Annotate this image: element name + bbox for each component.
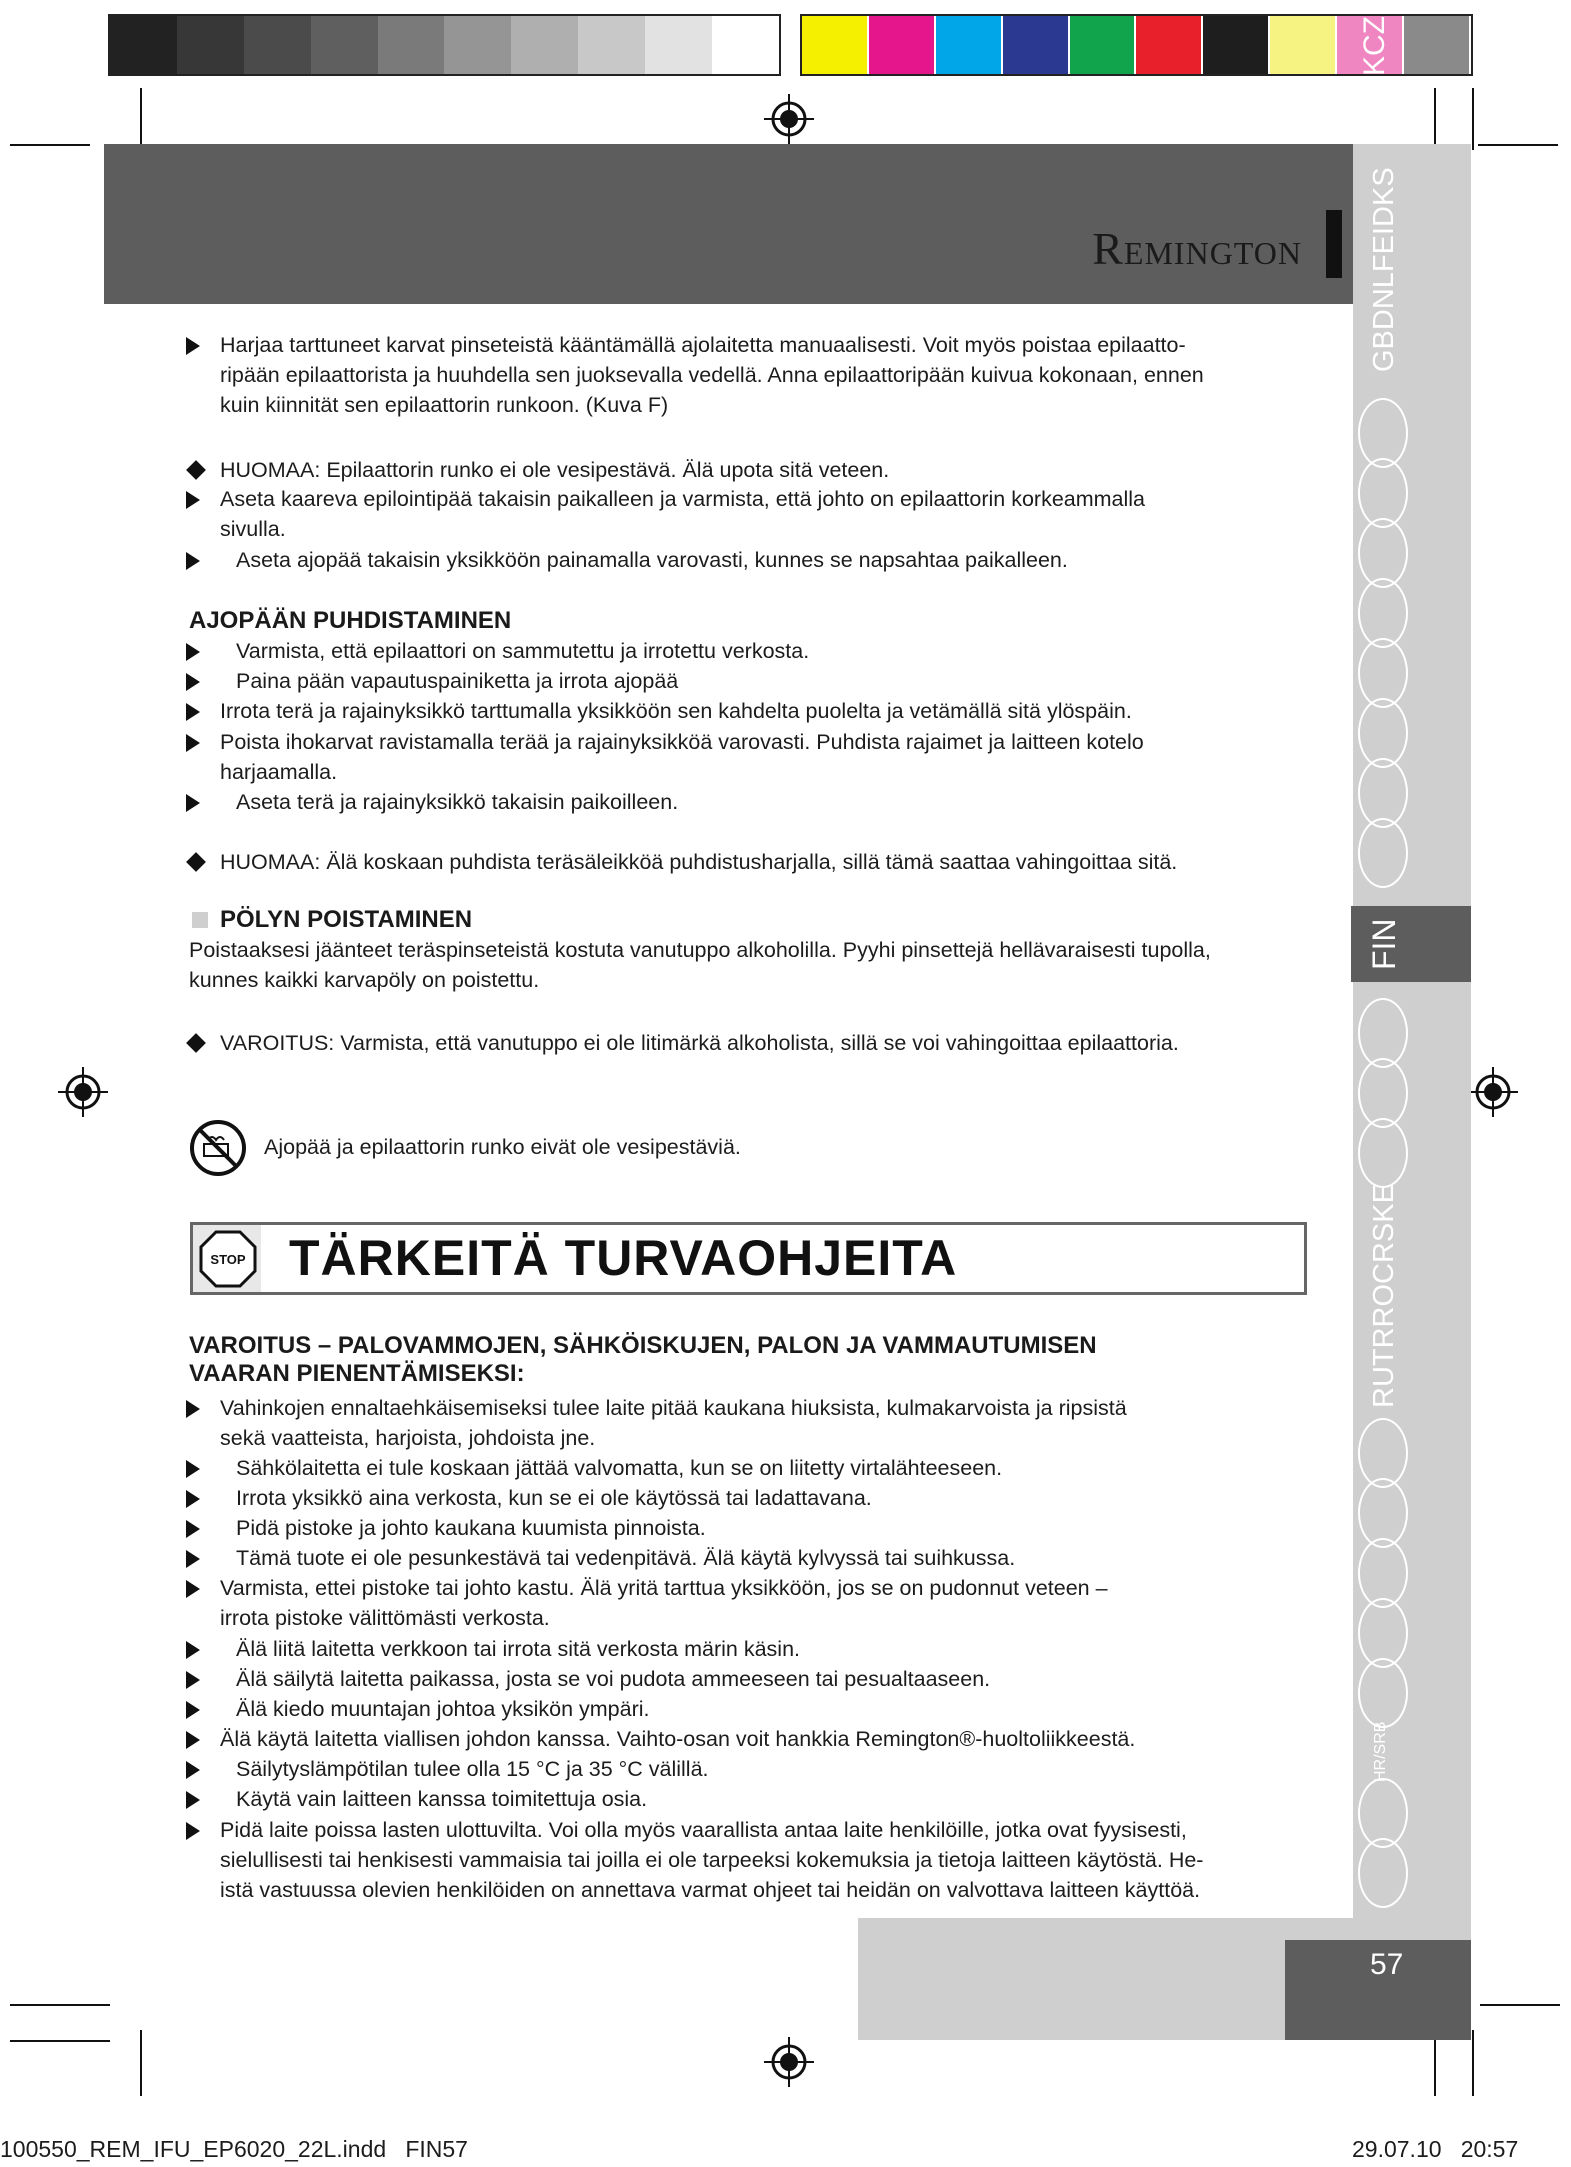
crop-mark [10, 144, 90, 146]
color-swatch [645, 16, 712, 74]
bullet-arrow-icon [186, 337, 200, 355]
bullet-arrow-icon [186, 794, 200, 812]
safety-title-box [190, 1222, 1307, 1295]
paragraph: Poistaaksesi jäänteet teräspinseteistä kostuta vanutuppo alkoholilla. Pyyhi pinsettejä hellävaraisesti tupolla, kunnes kaikki karvapöly on poistettu. [189, 938, 1211, 992]
slug-timestamp: 29.07.10 20:57 [1352, 2136, 1519, 2162]
language-tab-circle [1358, 1838, 1408, 1908]
safety-item: Sähkölaitetta ei tule koskaan jättää valvomatta, kun se on liitetty virtalähteeseen. [186, 1453, 1311, 1483]
instruction-item: Aseta ajopää takaisin yksikköön painamalla varovasti, kunnes se napsahtaa paikalleen. [186, 545, 1311, 575]
note: HUOMAA: Älä koskaan puhdista teräsäleikköä puhdistusharjalla, sillä tämä saattaa vahingoittaa sitä. [186, 847, 1311, 877]
active-language-label: FIN [1366, 918, 1402, 970]
color-swatch [712, 16, 779, 74]
safety-item: Pidä laite poissa lasten ulottuvilta. Voi olla myös vaarallista antaa laite henkilöille, jotka ovat fyysisesti, sielullisesti tai henkisesti vammaisia tai joilla ei ole tarpeeksi kokemuksia ja tietoja laitteen käytöstä. He- istä vastuussa olevien henkilöiden on annettava varmat ohjeet tai heidän on valvottava laitteen käyttöä. [186, 1815, 1316, 1905]
language-tab-circle [1358, 818, 1408, 888]
bullet-arrow-icon [186, 1520, 200, 1538]
registration-mark-icon [1468, 1067, 1518, 1117]
crop-mark [140, 2030, 142, 2096]
color-swatch [378, 16, 445, 74]
color-swatch [1003, 16, 1070, 74]
crop-mark [10, 2004, 110, 2006]
color-swatch [1136, 16, 1203, 74]
brand-logo-bar [1326, 210, 1342, 278]
color-swatch [1270, 16, 1337, 74]
bullet-arrow-icon [186, 1400, 200, 1418]
bullet-arrow-icon [186, 1580, 200, 1598]
bullet-arrow-icon [186, 643, 200, 661]
color-swatch [1070, 16, 1137, 74]
instruction-item: Varmista, että epilaattori on sammutettu ja irrotettu verkosta. [186, 636, 1311, 666]
instruction-item: Irrota terä ja rajainyksikkö tarttumalla yksikköön sen kahdelta puolelta ja vetämällä sitä ylöspäin. [186, 696, 1311, 726]
color-swatch [936, 16, 1003, 74]
warning-note: VAROITUS: Varmista, että vanutuppo ei ole litimärkä alkoholista, sillä se voi vahingoittaa epilaattoria. [186, 1028, 1311, 1058]
safety-item: Älä käytä laitetta viallisen johdon kanssa. Vaihto-osan voit hankkia Remington®-huoltoliikkeestä. [186, 1724, 1311, 1754]
color-swatch [1404, 16, 1471, 74]
header-band [104, 144, 1354, 304]
instruction-item: Aseta kaareva epilointipää takaisin paikalleen ja varmista, että johto on epilaattorin korkeammalla sivulla. [186, 484, 1311, 544]
language-tab-label-lower: RUTRROCRSKE [1368, 1184, 1400, 1408]
crop-mark [1480, 2004, 1560, 2006]
color-swatch [244, 16, 311, 74]
safety-item: Älä säilytä laitetta paikassa, josta se voi pudota ammeeseen tai pesualtaaseen. [186, 1664, 1311, 1694]
heading-square-icon [192, 912, 208, 928]
stop-sign-label: STOP [210, 1252, 246, 1267]
safety-item: Varmista, ettei pistoke tai johto kastu. Älä yritä tarttua yksikköön, jos se on pudonnut veteen – irrota pistoke välittömästi verkosta. [186, 1573, 1311, 1633]
bullet-arrow-icon [186, 1641, 200, 1659]
color-swatch [802, 16, 869, 74]
crop-mark [1472, 2030, 1474, 2096]
bullet-arrow-icon [186, 1761, 200, 1779]
safety-item: Pidä pistoke ja johto kaukana kuumista pinnoista. [186, 1513, 1311, 1543]
grayscale-color-bar [108, 14, 781, 76]
safety-item: Vahinkojen ennaltaehkäisemiseksi tulee laite pitää kaukana hiuksista, kulmakarvoista ja ripsistä sekä vaatteista, harjoista, johdoista jne. [186, 1393, 1311, 1453]
bullet-arrow-icon [186, 1490, 200, 1508]
crop-mark [1434, 88, 1436, 150]
bullet-arrow-icon [186, 734, 200, 752]
bullet-arrow-icon [186, 703, 200, 721]
no-water-icon [188, 1118, 248, 1178]
language-tab-label-bottom: HR/SRB [1372, 1721, 1389, 1782]
note: HUOMAA: Epilaattorin runko ei ole vesipestävä. Älä upota sitä veteen. [186, 455, 1311, 485]
registration-mark-icon [764, 94, 814, 144]
color-swatch [177, 16, 244, 74]
color-bar-tab-label: KCZ [1358, 16, 1391, 76]
instruction-item: Poista ihokarvat ravistamalla terää ja rajainyksikköä varovasti. Puhdista rajaimet ja laitteen kotelo harjaamalla. [186, 727, 1311, 787]
bullet-arrow-icon [186, 1731, 200, 1749]
brand-logo: Remington [1092, 223, 1302, 274]
bullet-arrow-icon [186, 673, 200, 691]
section-heading: PÖLYN POISTAMINEN [220, 906, 473, 933]
color-swatch [110, 16, 177, 74]
color-swatch [311, 16, 378, 74]
bullet-arrow-icon [186, 552, 200, 570]
bullet-arrow-icon [186, 1701, 200, 1719]
registration-mark-icon [764, 2037, 814, 2087]
crop-mark [1472, 88, 1474, 150]
bullet-arrow-icon [186, 1460, 200, 1478]
safety-item: Käytä vain laitteen kanssa toimitettuja osia. [186, 1784, 1311, 1814]
color-swatch [869, 16, 936, 74]
crop-mark [1478, 144, 1558, 146]
registration-mark-icon [58, 1067, 108, 1117]
safety-item: Tämä tuote ei ole pesunkestävä tai vedenpitävä. Älä käytä kylvyssä tai suihkussa. [186, 1543, 1311, 1573]
color-swatch [444, 16, 511, 74]
bullet-arrow-icon [186, 491, 200, 509]
instruction-item: Harjaa tarttuneet karvat pinseteistä kääntämällä ajolaitetta manuaalisesti. Voit myös poistaa epilaatto- ripään epilaattorista ja huuhdella sen juoksevalla vedellä. Anna epilaattoripään kuivua kokonaan, ennen kuin kiinnität sen epilaattorin runkoon. (Kuva F) [186, 330, 1311, 420]
color-swatch [578, 16, 645, 74]
crop-mark [10, 2040, 110, 2042]
safety-item: Älä liitä laitetta verkkoon tai irrota sitä verkosta märin käsin. [186, 1634, 1311, 1664]
stop-sign-area [193, 1225, 261, 1292]
water-note: Ajopää ja epilaattorin runko eivät ole vesipestäviä. [264, 1135, 741, 1159]
safety-subheading: VAROITUS – PALOVAMMOJEN, SÄHKÖISKUJEN, PALON JA VAMMAUTUMISEN VAARAN PIENENTÄMISEKSI: [189, 1332, 1097, 1387]
safety-title: TÄRKEITÄ TURVAOHJEITA [289, 1230, 958, 1286]
color-swatch [1203, 16, 1270, 74]
page-number: 57 [1370, 1948, 1404, 1981]
safety-item: Älä kiedo muuntajan johtoa yksikön ympäri. [186, 1694, 1311, 1724]
safety-item: Irrota yksikkö aina verkosta, kun se ei ole käytössä tai ladattavana. [186, 1483, 1311, 1513]
instruction-item: Paina pään vapautuspainiketta ja irrota ajopää [186, 666, 1311, 696]
bullet-arrow-icon [186, 1550, 200, 1568]
color-swatch [511, 16, 578, 74]
safety-item: Säilytyslämpötilan tulee olla 15 °C ja 35 °C välillä. [186, 1754, 1311, 1784]
instruction-item: Aseta terä ja rajainyksikkö takaisin paikoilleen. [186, 787, 1311, 817]
stop-sign-icon [195, 1226, 261, 1292]
bullet-arrow-icon [186, 1671, 200, 1689]
bullet-arrow-icon [186, 1791, 200, 1809]
crop-mark [140, 88, 142, 150]
language-tab-circle [1358, 1658, 1408, 1728]
section-heading: AJOPÄÄN PUHDISTAMINEN [189, 607, 512, 634]
slug-file-name: 100550_REM_IFU_EP6020_22L.indd FIN57 [0, 2136, 468, 2162]
bullet-arrow-icon [186, 1822, 200, 1840]
language-tab-label-top: GBDNLFEIDKS [1368, 167, 1400, 372]
